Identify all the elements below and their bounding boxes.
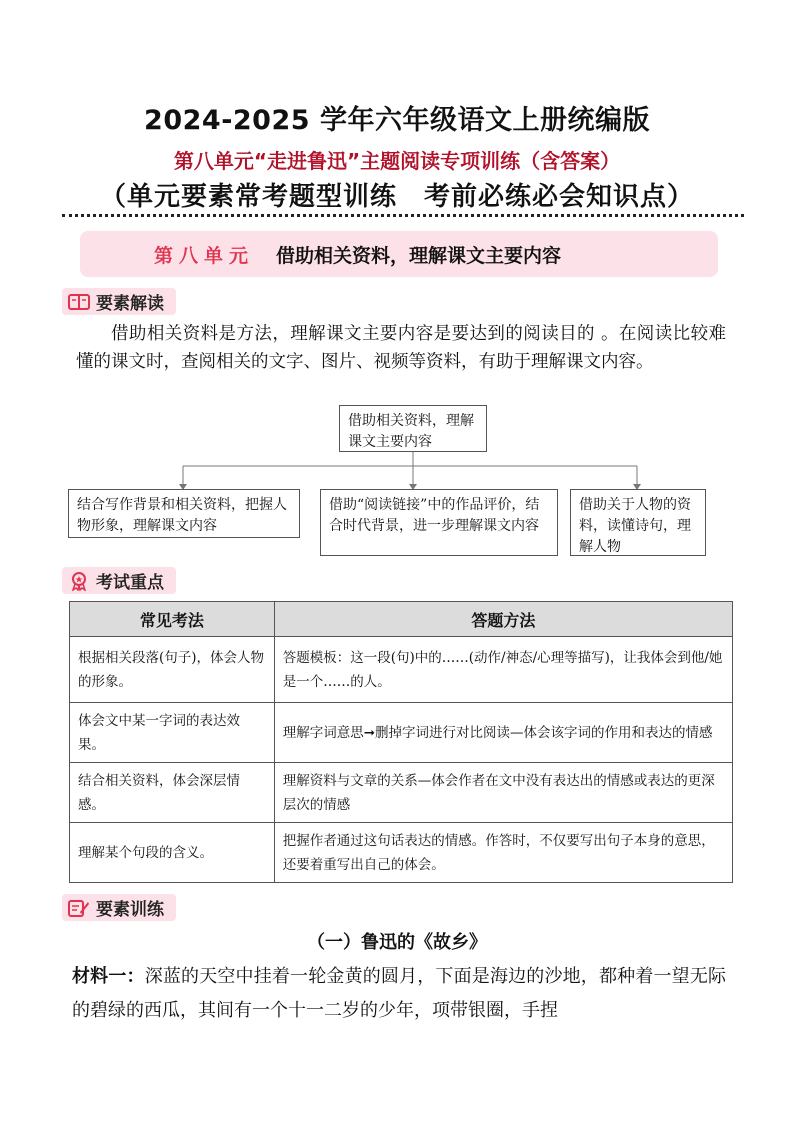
medal-icon bbox=[68, 571, 90, 591]
table-row bbox=[70, 703, 733, 763]
diagram-child-box: 借助“阅读链接”中的作品评价，结合时代背景，进一步理解课文内容 bbox=[320, 489, 558, 556]
exam-methods-table bbox=[69, 601, 733, 883]
section-tag-exam-focus bbox=[62, 567, 176, 594]
document-subtitle: 第八单元“走进鲁迅”主题阅读专项训练（含答案） bbox=[173, 149, 621, 173]
unit-number: 第八单元 bbox=[154, 244, 255, 267]
section-label: 考试重点 bbox=[96, 573, 164, 593]
table-cell: 结合相关资料，体会深层情感。 bbox=[70, 763, 275, 823]
diagram-root-box: 借助相关资料，理解课文主要内容 bbox=[339, 405, 487, 452]
document-title: 2024-2025 学年六年级语文上册统编版 bbox=[144, 105, 650, 136]
section-label: 要素解读 bbox=[96, 294, 164, 314]
document-subtitle-2: （单元要素常考题型训练 考前必练必会知识点） bbox=[99, 182, 694, 212]
table-row bbox=[70, 823, 733, 883]
table-cell: 把握作者通过这句话表达的情感。作答时，不仅要写出句子本身的意思，还要着重写出自己的体会。 bbox=[274, 823, 732, 883]
table-cell: 理解某个句段的含义。 bbox=[70, 823, 275, 883]
table-cell: 理解字词意思➞删掉字词进行对比阅读—体会该字词的作用和表达的情感 bbox=[274, 703, 732, 763]
diagram-child-box: 结合写作背景和相关资料，把握人物形象，理解课文内容 bbox=[68, 489, 300, 538]
intro-paragraph: 借助相关资料是方法，理解课文主要内容是要达到的阅读目的 。在阅读比较难懂的课文时，查阅相关的文字、图片、视频等资料，有助于理解课文内容。 bbox=[76, 324, 726, 372]
table-cell: 答题模板：这一段(句)中的……(动作/神态/心理等描写)，让我体会到他/她是一个……的人。 bbox=[274, 637, 732, 703]
material-paragraph bbox=[72, 960, 726, 1028]
section-tag-element-training bbox=[62, 894, 176, 921]
table-row bbox=[70, 637, 733, 703]
table-header-cell: 答题方法 bbox=[274, 602, 732, 637]
table-row bbox=[70, 763, 733, 823]
table-cell: 体会文中某一字词的表达效果。 bbox=[70, 703, 275, 763]
unit-title: 借助相关资料，理解课文主要内容 bbox=[276, 244, 562, 267]
diagram-child-box: 借助关于人物的资料，读懂诗句，理解人物 bbox=[570, 489, 706, 556]
section-label: 要素训练 bbox=[96, 900, 164, 920]
material-text: 深蓝的天空中挂着一轮金黄的圆月，下面是海边的沙地，都种着一望无际的碧绿的西瓜，其间有一个十一二岁的少年，项带银圈，手捏 bbox=[72, 966, 726, 1021]
table-cell: 根据相关段落(句子)，体会人物的形象。 bbox=[70, 637, 275, 703]
reading-heading: （一）鲁迅的《故乡》 bbox=[307, 932, 487, 953]
pen-icon bbox=[68, 898, 90, 918]
material-label: 材料一： bbox=[72, 966, 145, 987]
table-header-row bbox=[70, 602, 733, 637]
table-header-cell: 常见考法 bbox=[70, 602, 275, 637]
table-cell: 理解资料与文章的关系—体会作者在文中没有表达出的情感或表达的更深层次的情感 bbox=[274, 763, 732, 823]
